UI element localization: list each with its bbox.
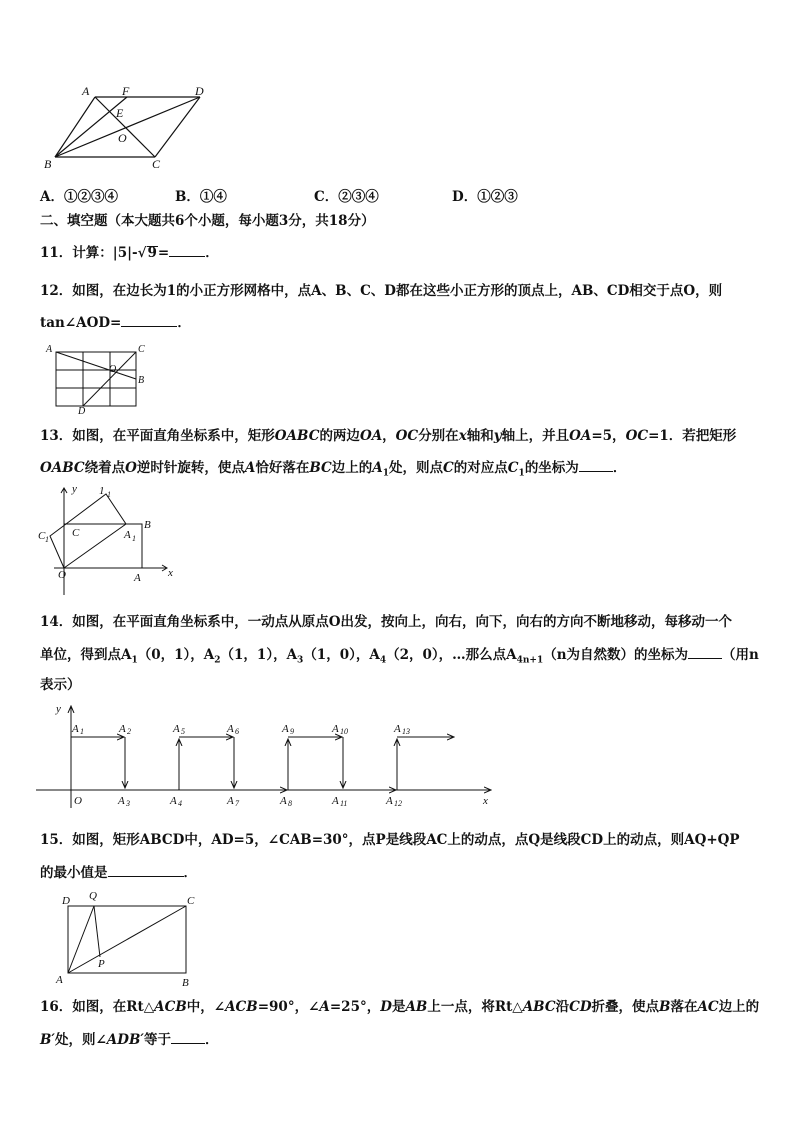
label-a1: A	[72, 723, 79, 735]
section-title: 二、填空题（本大题共6个小题，每小题3分，共18分）	[40, 213, 375, 229]
label-a3-sub: 3	[126, 799, 130, 808]
answer-blank	[688, 644, 722, 659]
label-b1: 1	[99, 485, 105, 497]
answer-blank	[169, 242, 205, 257]
label-x: x	[168, 567, 173, 579]
option-b: B．①④	[175, 189, 227, 205]
label-o: O	[74, 795, 82, 807]
answer-blank	[121, 312, 177, 327]
label-a2-sub: 2	[127, 727, 131, 736]
label-a1-sub: 1	[80, 727, 84, 736]
option-a: A．①②③④	[40, 189, 118, 205]
label-x: x	[483, 795, 488, 807]
label-a: A	[56, 974, 63, 986]
label-a6: A	[227, 723, 234, 735]
option-c: C．②③④	[314, 189, 379, 205]
label-a8-sub: 8	[288, 799, 292, 808]
label-a1-sub: 1	[132, 534, 136, 543]
label-o: O	[58, 569, 66, 581]
question-12-line1: 12．如图，在边长为1的小正方形网格中，点A、B、C、D都在这些小正方形的顶点上，AB、CD相交于点O，则	[40, 283, 723, 299]
label-a3: A	[118, 795, 125, 807]
label-a6-sub: 6	[235, 727, 239, 736]
label-e: E	[116, 106, 124, 120]
label-c1-sub: 1	[45, 535, 49, 544]
label-c: C	[72, 527, 80, 539]
label-a: A	[82, 84, 90, 98]
label-a5: A	[173, 723, 180, 735]
label-b: B	[182, 977, 189, 988]
figure-grid	[44, 342, 154, 414]
question-14-line3: 表示）	[40, 677, 81, 693]
label-a7-sub: 7	[235, 799, 239, 808]
label-a8: A	[280, 795, 287, 807]
label-o: O	[109, 364, 117, 375]
label-d: D	[78, 406, 86, 414]
label-y: y	[56, 703, 61, 715]
question-13-line2: OABC绕着点O逆时针旋转，使点A恰好落在BC边上的$A_1$处，则点C的对应点$C_1$的坐标为 ．	[40, 457, 626, 484]
label-a5-sub: 5	[181, 727, 185, 736]
figure-rectangle	[54, 886, 204, 988]
answer-blank	[108, 862, 184, 877]
question-16-line1: 16．如图，在Rt△ACB中，∠ACB=90°，∠A=25°，D是AB上一点，将Rt△ABC沿CD折叠，使点B落在AC边上的	[40, 999, 760, 1015]
option-d: D．①②③	[452, 189, 518, 205]
label-c: C	[138, 344, 145, 355]
question-16-line2: B′处，则∠ADB′等于 ．	[40, 1029, 218, 1050]
figure-parallelogram	[40, 82, 220, 174]
label-b: B	[44, 157, 52, 171]
question-14-line1: 14．如图，在平面直角坐标系中，一动点从原点O出发，按向上，向右，向下，向右的方向不断地移动，每移动一个	[40, 614, 733, 630]
label-c: C	[187, 895, 195, 907]
label-q: Q	[89, 890, 97, 902]
answer-blank	[579, 457, 613, 472]
label-b: B	[144, 519, 151, 531]
label-a11: A	[332, 795, 339, 807]
answer-blank	[171, 1029, 205, 1044]
label-p: P	[98, 958, 105, 970]
label-a1: A	[124, 529, 131, 541]
label-c1: C	[38, 530, 46, 542]
label-b: B	[138, 375, 145, 386]
question-12-line2: tan∠AOD= ．	[40, 312, 191, 333]
label-a11-sub: 11	[340, 799, 348, 808]
label-f: F	[122, 84, 130, 98]
question-13-line1: 13．如图，在平面直角坐标系中，矩形OABC的两边OA，OC分别在x轴和y轴上，并且OA=5，OC=1．若把矩形	[40, 428, 737, 444]
label-a2: A	[119, 723, 126, 735]
label-a12-sub: 12	[394, 799, 402, 808]
label-a13-sub: 13	[402, 727, 410, 736]
label-a12: A	[386, 795, 393, 807]
label-a10-sub: 10	[340, 727, 348, 736]
label-a9: A	[282, 723, 289, 735]
label-a4-sub: 4	[178, 799, 182, 808]
label-a9-sub: 9	[290, 727, 294, 736]
figure-path	[36, 700, 498, 810]
question-15-line2: 的最小值是 ．	[40, 862, 197, 883]
label-b1-sub: 1	[107, 490, 111, 499]
label-a7: A	[227, 795, 234, 807]
label-a13: A	[394, 723, 401, 735]
label-y: y	[72, 483, 77, 495]
label-a: A	[46, 344, 53, 355]
label-a4: A	[170, 795, 177, 807]
label-c: C	[152, 157, 161, 171]
question-15-line1: 15．如图，矩形ABCD中，AD=5，∠CAB=30°，点P是线段AC上的动点，点Q是线段CD上的动点，则AQ+QP	[40, 832, 740, 848]
label-d: D	[62, 895, 70, 907]
label-a: A	[134, 572, 141, 584]
question-11: 11．计算：|5|-√9= ．	[40, 242, 219, 263]
figure-rotation	[34, 480, 184, 600]
label-o: O	[118, 131, 127, 145]
question-14-line2: 单位，得到点$A_1(0$，1），$A_2(1$，1），$A_3(1$，0），$A_4(2$，0），…那么点$A_{4n+1}(n$为自然数）的坐标为 （用n	[40, 644, 759, 671]
label-d: D	[195, 84, 204, 98]
label-a10: A	[332, 723, 339, 735]
